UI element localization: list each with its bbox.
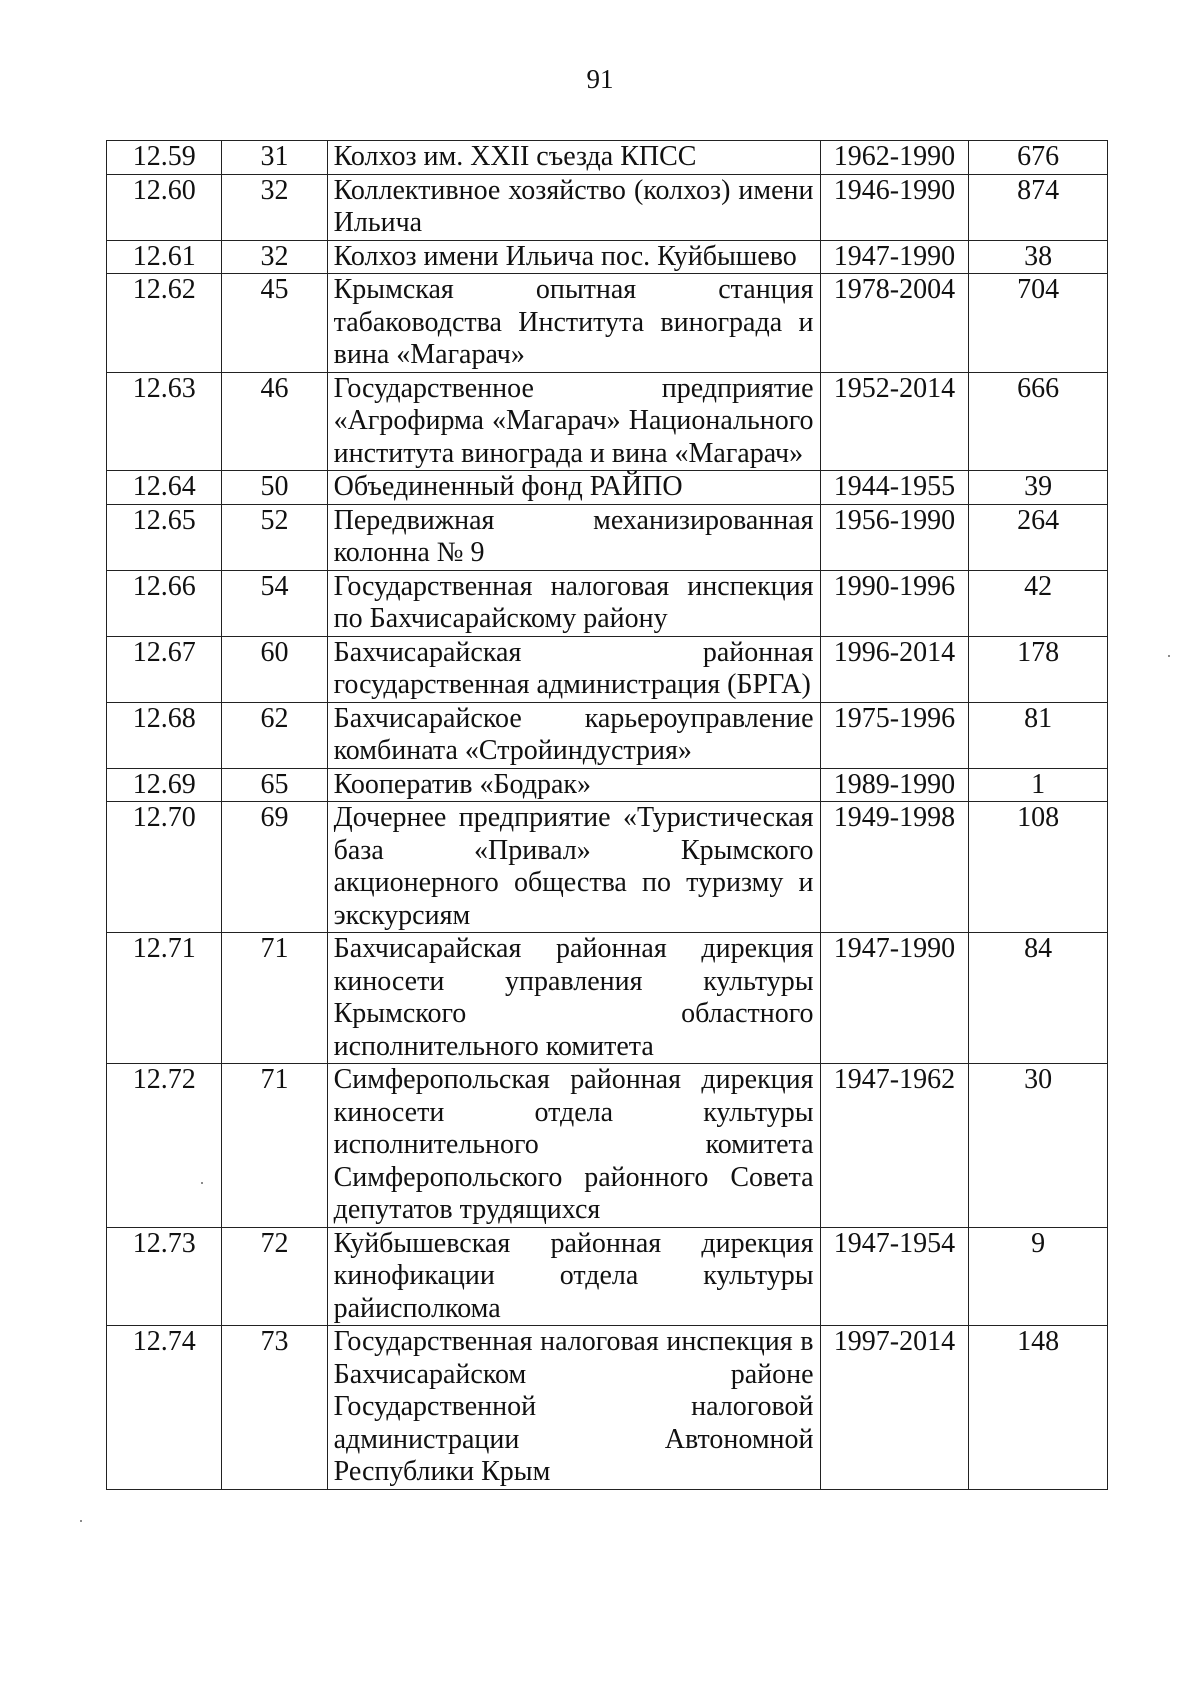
record-number-cell: 12.69 [107,768,222,802]
item-count-cell: 30 [969,1064,1108,1228]
item-count-cell: 39 [969,471,1108,505]
fund-name-cell: Колхоз им. XXII съезда КПСС [327,141,820,175]
fund-name-cell: Кооператив «Бодрак» [327,768,820,802]
scan-speck [1168,655,1170,657]
date-range-cell: 1962-1990 [820,141,969,175]
date-range-cell: 1956-1990 [820,504,969,570]
fund-number-cell: 32 [222,240,327,274]
fund-number-cell: 60 [222,636,327,702]
table-row [107,702,1108,768]
fund-name-cell: Государственная налоговая инспекция по Бахчисарайскому району [327,570,820,636]
item-count-cell: 666 [969,372,1108,471]
item-count-cell: 84 [969,933,1108,1064]
date-range-cell: 1990-1996 [820,570,969,636]
record-number-cell: 12.60 [107,174,222,240]
record-number-cell: 12.70 [107,802,222,933]
record-number-cell: 12.66 [107,570,222,636]
fund-name-cell: Симферопольская районная дирекция киносети отдела культуры исполнительного комитета Симферопольского районного Совета депутатов трудящихся [327,1064,820,1228]
fund-name-cell: Объединенный фонд РАЙПО [327,471,820,505]
item-count-cell: 148 [969,1326,1108,1490]
fund-name-cell: Крымская опытная станция табаководства Института винограда и вина «Магарач» [327,274,820,373]
scan-speck [80,1520,82,1522]
table-row [107,504,1108,570]
table-row [107,768,1108,802]
record-number-cell: 12.63 [107,372,222,471]
date-range-cell: 1947-1990 [820,240,969,274]
record-number-cell: 12.73 [107,1227,222,1326]
fund-name-cell: Государственное предприятие «Агрофирма «Магарач» Национального института винограда и вина «Магарач» [327,372,820,471]
record-number-cell: 12.65 [107,504,222,570]
item-count-cell: 81 [969,702,1108,768]
date-range-cell: 1947-1990 [820,933,969,1064]
date-range-cell: 1947-1954 [820,1227,969,1326]
fund-number-cell: 32 [222,174,327,240]
item-count-cell: 704 [969,274,1108,373]
record-number-cell: 12.71 [107,933,222,1064]
date-range-cell: 1952-2014 [820,372,969,471]
fund-number-cell: 73 [222,1326,327,1490]
item-count-cell: 874 [969,174,1108,240]
record-number-cell: 12.74 [107,1326,222,1490]
date-range-cell: 1989-1990 [820,768,969,802]
table-row [107,240,1108,274]
date-range-cell: 1997-2014 [820,1326,969,1490]
table-row [107,636,1108,702]
fund-number-cell: 71 [222,1064,327,1228]
table-row [107,274,1108,373]
fund-number-cell: 72 [222,1227,327,1326]
record-number-cell: 12.72 [107,1064,222,1228]
table-row [107,570,1108,636]
fund-number-cell: 46 [222,372,327,471]
item-count-cell: 676 [969,141,1108,175]
item-count-cell: 38 [969,240,1108,274]
item-count-cell: 1 [969,768,1108,802]
table-row [107,372,1108,471]
fund-number-cell: 71 [222,933,327,1064]
fund-name-cell: Дочернее предприятие «Туристическая база «Привал» Крымского акционерного общества по туризму и экскурсиям [327,802,820,933]
fund-number-cell: 62 [222,702,327,768]
date-range-cell: 1975-1996 [820,702,969,768]
fund-number-cell: 50 [222,471,327,505]
fund-number-cell: 31 [222,141,327,175]
record-number-cell: 12.61 [107,240,222,274]
table-row [107,1326,1108,1490]
record-number-cell: 12.59 [107,141,222,175]
date-range-cell: 1944-1955 [820,471,969,505]
table-body [107,141,1108,1490]
fund-number-cell: 69 [222,802,327,933]
record-number-cell: 12.68 [107,702,222,768]
fund-registry-table [106,140,1108,1490]
table-row [107,174,1108,240]
fund-name-cell: Коллективное хозяйство (колхоз) имени Ильича [327,174,820,240]
table-row [107,802,1108,933]
fund-name-cell: Государственная налоговая инспекция в Бахчисарайском районе Государственной налоговой администрации Автономной Республики Крым [327,1326,820,1490]
scan-speck [201,1182,203,1184]
date-range-cell: 1946-1990 [820,174,969,240]
record-number-cell: 12.64 [107,471,222,505]
fund-number-cell: 54 [222,570,327,636]
item-count-cell: 178 [969,636,1108,702]
table-row [107,1227,1108,1326]
table-row [107,141,1108,175]
fund-name-cell: Передвижная механизированная колонна № 9 [327,504,820,570]
item-count-cell: 9 [969,1227,1108,1326]
item-count-cell: 42 [969,570,1108,636]
fund-name-cell: Куйбышевская районная дирекция кинофикации отдела культуры райисполкома [327,1227,820,1326]
fund-name-cell: Бахчисарайское карьероуправление комбината «Стройиндустрия» [327,702,820,768]
date-range-cell: 1978-2004 [820,274,969,373]
fund-name-cell: Бахчисарайская районная государственная администрация (БРГА) [327,636,820,702]
fund-name-cell: Колхоз имени Ильича пос. Куйбышево [327,240,820,274]
fund-name-cell: Бахчисарайская районная дирекция киносети управления культуры Крымского областного исполнительного комитета [327,933,820,1064]
record-number-cell: 12.62 [107,274,222,373]
table-row [107,471,1108,505]
fund-number-cell: 52 [222,504,327,570]
item-count-cell: 264 [969,504,1108,570]
date-range-cell: 1996-2014 [820,636,969,702]
table-row [107,1064,1108,1228]
page-number: 91 [586,64,614,94]
date-range-cell: 1949-1998 [820,802,969,933]
item-count-cell: 108 [969,802,1108,933]
date-range-cell: 1947-1962 [820,1064,969,1228]
record-number-cell: 12.67 [107,636,222,702]
fund-number-cell: 45 [222,274,327,373]
table-row [107,933,1108,1064]
fund-number-cell: 65 [222,768,327,802]
